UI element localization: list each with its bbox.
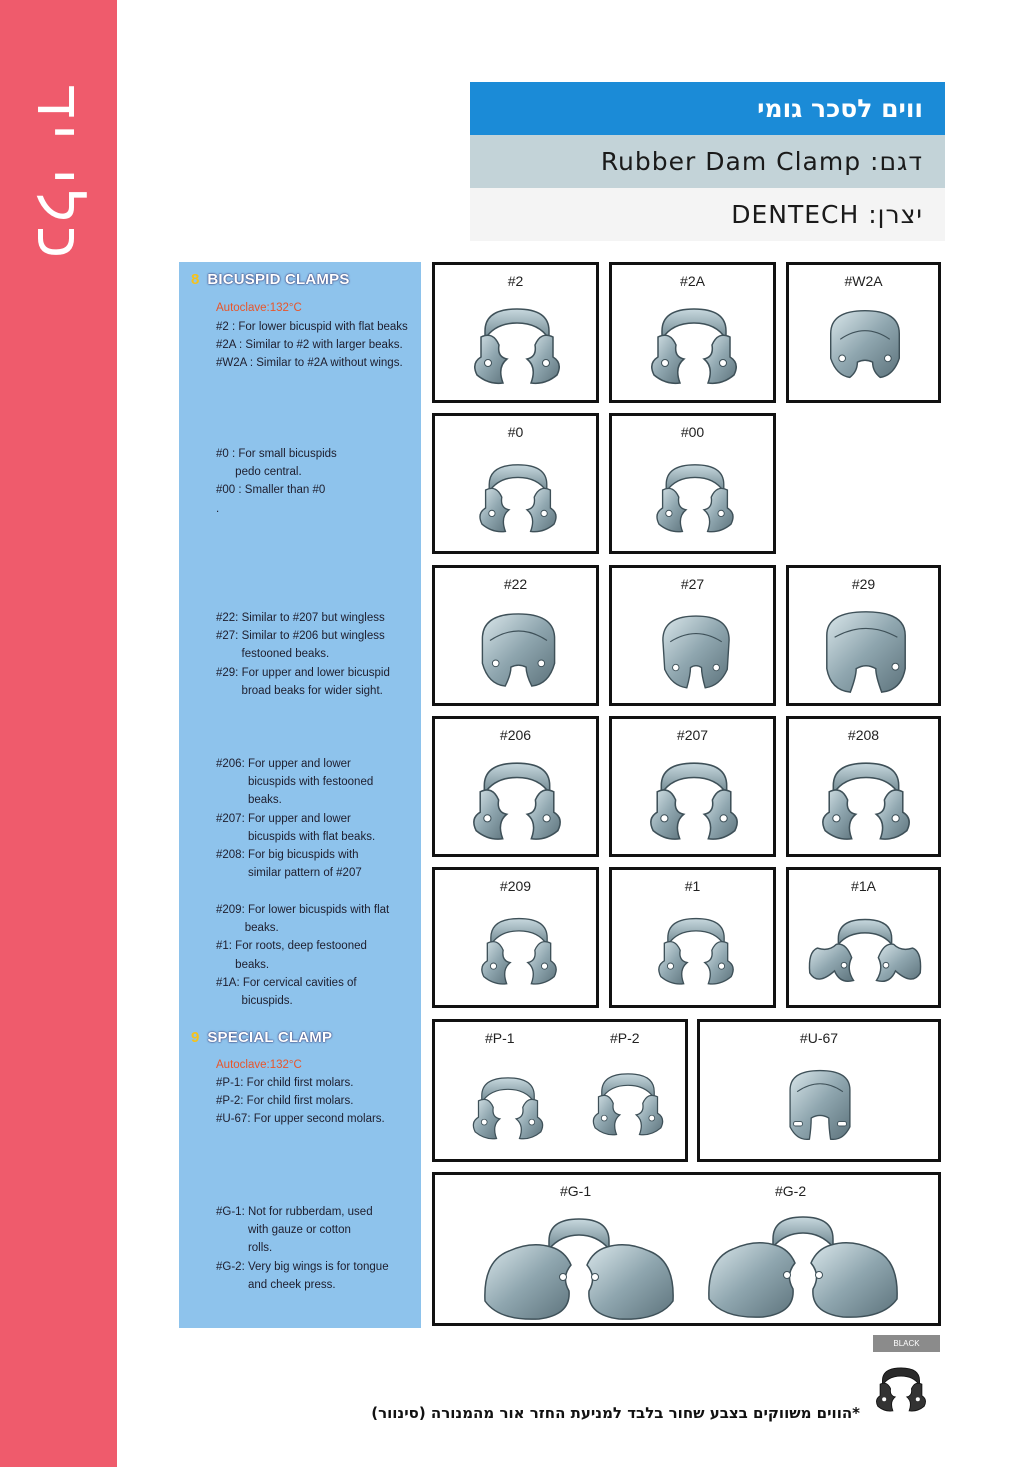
clamp-image [587,1060,669,1150]
clamp-card [609,716,776,857]
clamp-image [475,906,563,998]
clamp-label: #207 [676,727,709,743]
section-title: BICUSPID CLAMPS [207,271,350,288]
clamp-image [650,452,740,546]
clamp-label: #22 [503,576,528,592]
clamp-image [650,604,742,698]
clamp-label: #1 [684,878,701,894]
clamp-image [776,1062,864,1146]
clamp-card [786,867,941,1008]
clamp-label: #29 [851,576,876,592]
description-block: #209: For lower bicuspids with flat beaks. #1: For roots, deep festooned beaks. #1A: For cervical cavities of bicuspids. [216,904,390,1008]
clamp-label: #209 [499,878,532,894]
product-title: ווים לסכר גומי [470,82,945,135]
clamp-label: #208 [847,727,880,743]
clamp-card [609,867,776,1008]
clamp-label: #0 [507,424,524,440]
clamp-card [432,565,599,706]
description-block: #206: For upper and lower bicuspids with festooned beaks. #207: For upper and lower bicuspids with flat beaks. #208: For big bicuspids with similar pattern of #207 [216,758,376,880]
section-title: SPECIAL CLAMP [207,1029,333,1046]
footnote: *הווים משווקים בצבע שחור בלבד למניעת החזר אור מהמנורה (סינוור) [371,1404,860,1422]
clamp-card [786,565,941,706]
black-clamp-icon [872,1356,930,1424]
clamp-card [786,262,941,403]
clamp-card [432,1172,941,1326]
clamp-label: #206 [499,727,532,743]
clamp-label: #1A [851,878,876,894]
clamp-label: #27 [680,576,705,592]
clamp-image [801,910,929,990]
clamp-card [609,565,776,706]
section-number: 9 [191,1029,200,1046]
clamp-card [609,262,776,403]
section-bicuspid-header [191,271,350,288]
clamp-image [811,755,921,849]
clamp-card [609,413,776,554]
autoclave-note: Autoclave:132°C [216,302,302,314]
clamp-label: #P-2 [610,1030,640,1046]
clamp-card [432,1019,688,1162]
description-block: #2 : For lower bicuspid with flat beaks #2A : Similar to #2 with larger beaks. #W2A : Similar to #2A without wings. [216,321,408,370]
clamp-image [817,604,915,698]
section-number: 8 [191,271,200,288]
description-block: #0 : For small bicuspids pedo central. #00 : Smaller than #0 . [216,448,337,515]
clamp-image [703,1209,903,1321]
clamp-label: #W2A [844,273,883,289]
sidebar-title: כלי יד [25,85,92,265]
clamp-image [479,1211,679,1323]
description-panel [179,262,421,1328]
clamp-image [467,301,567,393]
section-special-header [191,1029,332,1046]
description-block: #22: Similar to #207 but wingless #27: Similar to #206 but wingless festooned beaks. #29: For upper and lower bicuspid broad beaks for wider sight. [216,612,390,697]
clamp-image [471,604,566,696]
clamp-card [432,413,599,554]
clamp-image [644,301,744,393]
clamp-image [652,906,740,998]
description-block: #P-1: For child first molars. #P-2: For child first molars. #U-67: For upper second molars. [216,1077,385,1126]
clamp-image [642,755,746,849]
clamp-label: #00 [680,424,705,440]
autoclave-note: Autoclave:132°C [216,1059,302,1071]
clamp-label: #P-1 [485,1030,515,1046]
clamp-card [786,716,941,857]
clamp-label: #2 [507,273,524,289]
clamp-label: #2A [680,273,705,289]
product-model: דגם: Rubber Dam Clamp [470,135,945,188]
clamp-image [817,305,913,385]
clamp-image [467,1064,549,1154]
clamp-label: #G-2 [775,1183,807,1199]
clamp-card [697,1019,941,1162]
clamp-label: #U-67 [799,1030,839,1046]
clamp-image [473,452,563,546]
clamp-label: #G-1 [560,1183,592,1199]
clamp-card [432,262,599,403]
description-block: #G-1: Not for rubberdam, used with gauze or cotton rolls. #G-2: Very big wings is for tongue and cheek press. [216,1206,389,1291]
clamp-card [432,867,599,1008]
black-tag: BLACK [873,1335,940,1352]
clamp-card [432,716,599,857]
sidebar [0,0,117,1467]
clamp-image [465,755,569,849]
product-maker: יצרן: DENTECH [470,188,945,241]
